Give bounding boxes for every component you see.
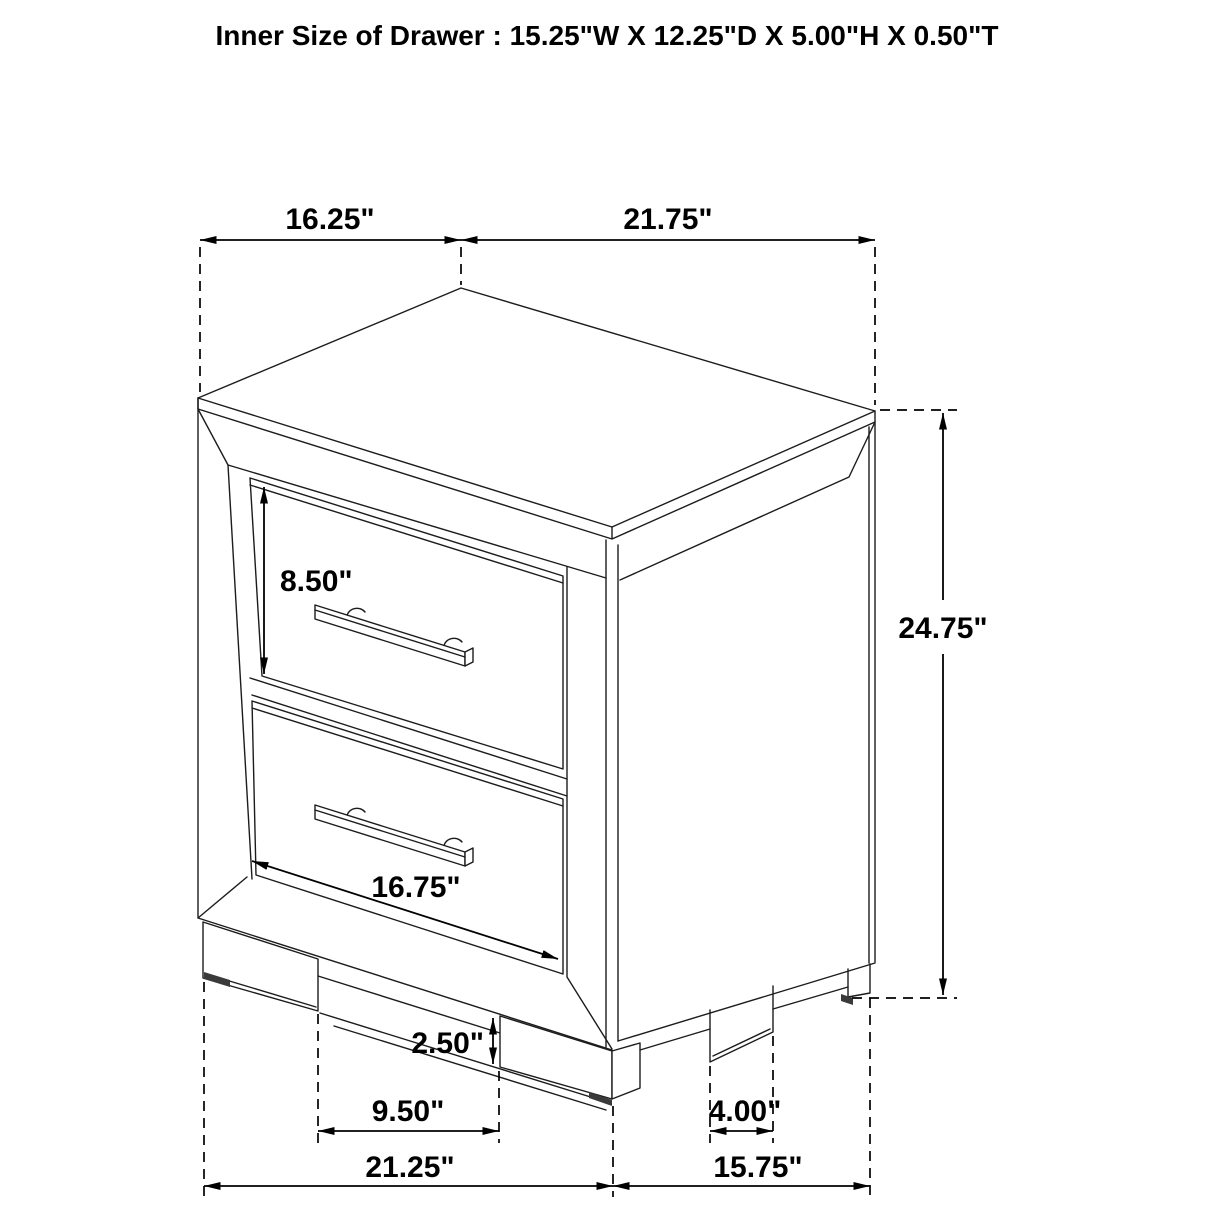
- label-front-leg-span: 9.50": [371, 1095, 445, 1128]
- diagram-title: Inner Size of Drawer : 15.25"W X 12.25"D X 5.00"H X 0.50"T: [215, 20, 999, 51]
- leg-front-right-side: [612, 1043, 640, 1099]
- label-side-leg-width: 4.00": [708, 1095, 782, 1128]
- foot-pad: [841, 994, 853, 1005]
- label-drawer-width: 16.75": [371, 871, 461, 904]
- label-top-depth: 16.25": [285, 203, 375, 236]
- front-corner-chamfer: [606, 540, 618, 1047]
- label-overall-height: 24.75": [898, 612, 988, 645]
- label-leg-height: 2.50": [411, 1027, 484, 1060]
- leg-rear-right: [848, 964, 870, 997]
- top-surface: [198, 288, 875, 527]
- leg-front-left: [203, 922, 318, 1011]
- label-drawer-height: 8.50": [280, 565, 353, 598]
- label-top-width: 21.75": [623, 203, 713, 236]
- right-face-edges: [618, 422, 875, 1041]
- label-base-depth: 21.25": [365, 1151, 455, 1184]
- label-base-width: 15.75": [713, 1151, 803, 1184]
